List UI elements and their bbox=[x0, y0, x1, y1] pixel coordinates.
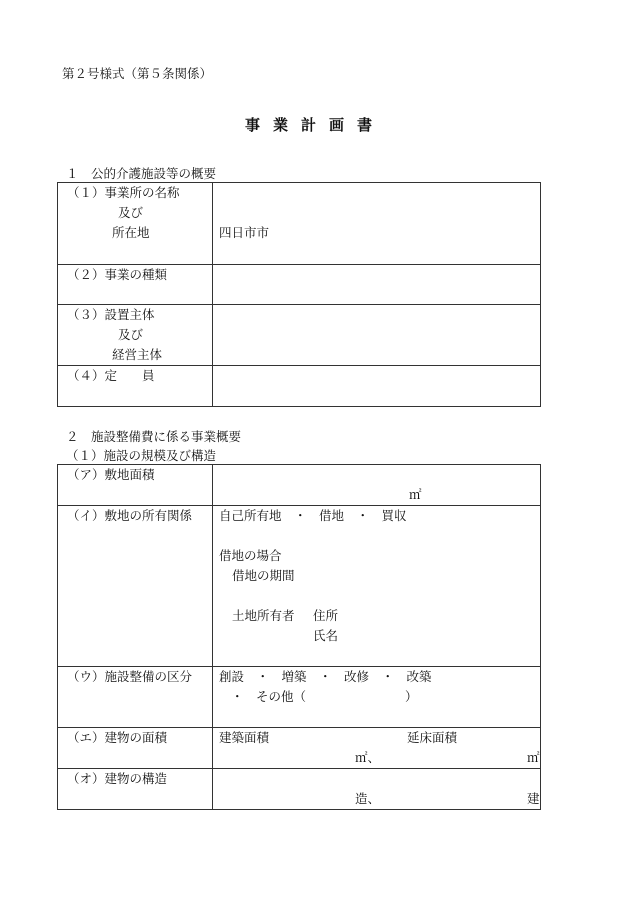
label-line: 及び bbox=[118, 205, 144, 220]
row-label bbox=[58, 265, 213, 305]
form-number-label: 第２号様式（第５条関係） bbox=[62, 66, 213, 81]
floor-area-unit: ㎡ bbox=[527, 750, 540, 765]
row-value[interactable] bbox=[213, 265, 541, 305]
label-line: （３）設置主体 bbox=[67, 307, 155, 322]
row-value[interactable] bbox=[213, 667, 541, 728]
row-value[interactable] bbox=[213, 769, 541, 810]
row-label bbox=[58, 305, 213, 366]
label-line: （イ）敷地の所有関係 bbox=[67, 508, 193, 523]
building-area-label: 建築面積 bbox=[219, 730, 270, 745]
label-line: 所在地 bbox=[112, 225, 150, 240]
label-line: （２）事業の種類 bbox=[67, 267, 168, 282]
section1-heading: １ 公的介護施設等の概要 bbox=[66, 166, 217, 181]
label-line: （オ）建物の構造 bbox=[67, 771, 168, 786]
lease-period-label: 借地の期間 bbox=[232, 568, 295, 583]
row-value[interactable] bbox=[213, 506, 541, 667]
label-line: 経営主体 bbox=[112, 347, 163, 362]
facility-scale-table bbox=[57, 464, 541, 810]
label-line: （ア）敷地面積 bbox=[67, 467, 155, 482]
label-line: （４）定 員 bbox=[67, 368, 155, 383]
table-row bbox=[58, 465, 541, 506]
facility-overview-table bbox=[57, 182, 541, 407]
address-label: 住所 bbox=[313, 608, 339, 623]
landowner-label: 土地所有者 bbox=[232, 608, 295, 623]
row-value[interactable] bbox=[213, 366, 541, 407]
table-row bbox=[58, 769, 541, 810]
table-row bbox=[58, 728, 541, 769]
building-area-unit: ㎡、 bbox=[355, 750, 381, 765]
category-other-prefix: ・ その他（ bbox=[231, 689, 307, 704]
document-title: 事業計画書 bbox=[244, 116, 385, 134]
row-label bbox=[58, 465, 213, 506]
table-row bbox=[58, 183, 541, 265]
row-value[interactable] bbox=[213, 465, 541, 506]
row-label bbox=[58, 728, 213, 769]
lease-case-label: 借地の場合 bbox=[219, 548, 282, 563]
floors-unit: 建 bbox=[527, 791, 540, 806]
row-label bbox=[58, 506, 213, 667]
table-row bbox=[58, 305, 541, 366]
label-line: （ウ）施設整備の区分 bbox=[67, 669, 193, 684]
table-row bbox=[58, 366, 541, 407]
label-line: 及び bbox=[118, 327, 144, 342]
name-label: 氏名 bbox=[313, 628, 339, 643]
section2-subheading: （１）施設の規模及び構造 bbox=[66, 448, 217, 463]
category-options: 創設 ・ 増築 ・ 改修 ・ 改築 bbox=[219, 669, 432, 684]
row-value[interactable] bbox=[213, 305, 541, 366]
row-value[interactable] bbox=[213, 183, 541, 265]
section2-heading: ２ 施設整備費に係る事業概要 bbox=[66, 429, 242, 444]
floor-area-label: 延床面積 bbox=[407, 730, 458, 745]
label-line: （エ）建物の面積 bbox=[67, 730, 168, 745]
row-value[interactable] bbox=[213, 728, 541, 769]
row-label bbox=[58, 183, 213, 265]
category-other-suffix: ） bbox=[405, 689, 418, 704]
row-label bbox=[58, 769, 213, 810]
table-row bbox=[58, 265, 541, 305]
table-row bbox=[58, 667, 541, 728]
area-unit: ㎡ bbox=[409, 487, 422, 502]
structure-unit: 造、 bbox=[355, 791, 381, 806]
row-label bbox=[58, 667, 213, 728]
location-value: 四日市市 bbox=[219, 225, 270, 240]
label-line: （１）事業所の名称 bbox=[67, 185, 180, 200]
ownership-options: 自己所有地 ・ 借地 ・ 買収 bbox=[219, 508, 407, 523]
row-label bbox=[58, 366, 213, 407]
table-row bbox=[58, 506, 541, 667]
